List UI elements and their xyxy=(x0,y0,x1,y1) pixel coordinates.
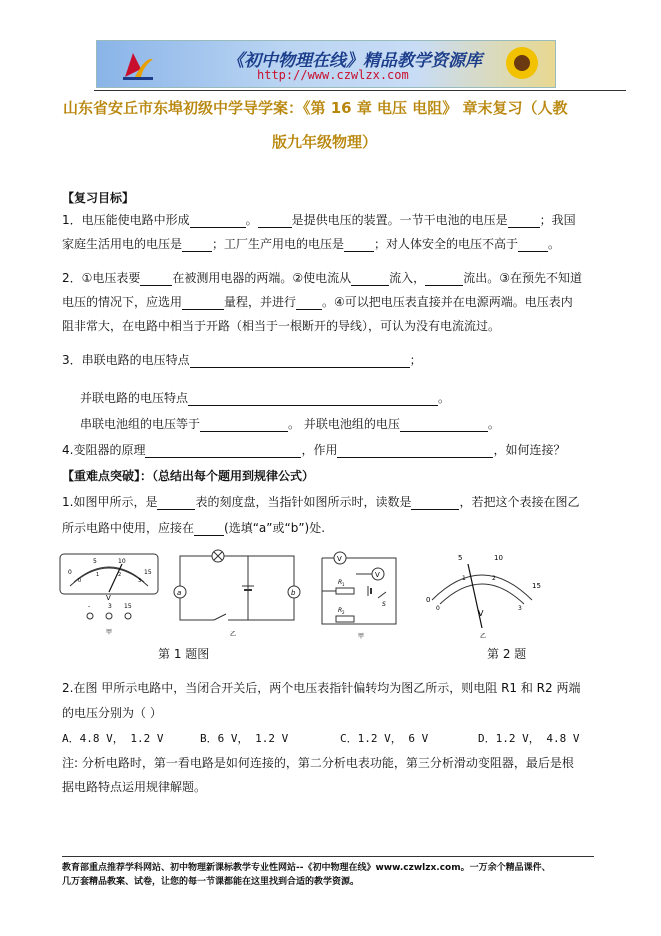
section-heading-key: 【重难点突破】：（总结出每个题用到规律公式） xyxy=(62,469,315,483)
svg-text:5: 5 xyxy=(93,558,97,565)
section-heading-review: 【复习目标】 xyxy=(62,191,135,205)
svg-text:-: - xyxy=(88,603,91,610)
page-title-line2: 版九年级物理） xyxy=(272,133,378,151)
svg-text:乙: 乙 xyxy=(230,631,237,638)
svg-text:a: a xyxy=(177,589,182,597)
svg-text:1: 1 xyxy=(96,572,100,578)
svg-text:2: 2 xyxy=(492,575,496,582)
answer-blank[interactable] xyxy=(351,273,389,286)
figure-2-meter xyxy=(418,548,546,640)
logo-icon xyxy=(121,47,155,81)
svg-text:2: 2 xyxy=(342,610,345,615)
problem-1-line2: 所示电路中使用，应接在 (选填“a”或“b”)处. xyxy=(62,521,326,535)
answer-blank[interactable] xyxy=(200,419,288,432)
question-3-line2: 并联电路的电压特点 。 xyxy=(80,391,451,405)
answer-blank[interactable] xyxy=(194,523,224,536)
svg-text:15: 15 xyxy=(124,603,132,610)
svg-text:0: 0 xyxy=(436,605,440,612)
problem-2-line2: 的电压分别为（ ） xyxy=(62,706,162,720)
question-3-line3: 串联电池组的电压等于 。 并联电池组的电压 。 xyxy=(80,417,500,431)
svg-text:0: 0 xyxy=(68,569,72,576)
svg-text:甲: 甲 xyxy=(358,633,365,640)
svg-text:1: 1 xyxy=(462,575,466,582)
figure-2-caption: 第 2 题 xyxy=(487,647,527,661)
svg-text:S: S xyxy=(382,601,386,608)
svg-text:乙: 乙 xyxy=(480,633,487,640)
answer-blank[interactable] xyxy=(411,497,459,510)
answer-blank[interactable] xyxy=(425,273,463,286)
footer-rule xyxy=(62,856,594,857)
svg-text:0: 0 xyxy=(426,596,431,604)
svg-text:V: V xyxy=(106,594,111,602)
question-2-line2: 电压的情况下，应选用 量程，并进行 。④可以把电压表直接并在电源两端。电压表内 xyxy=(62,295,573,309)
header-banner xyxy=(96,40,556,88)
problem-2-line1: 2.在图 甲所示电路中，当闭合开关后，两个电压表指针偏转均为图乙所示，则电阻 R1 和 R2 两端 xyxy=(62,681,581,695)
svg-text:3: 3 xyxy=(108,603,112,610)
note-line1: 注: 分析电路时，第一看电路是如何连接的，第二分析电表功能，第三分析滑动变阻器，最后是根 xyxy=(62,756,574,770)
answer-blank[interactable] xyxy=(182,239,212,252)
svg-text:1: 1 xyxy=(342,582,345,587)
sunflower-icon xyxy=(497,43,547,85)
note-line2: 据电路特点运用规律解题。 xyxy=(62,780,207,794)
svg-text:0: 0 xyxy=(78,578,82,584)
answer-blank[interactable] xyxy=(157,497,195,510)
svg-text:15: 15 xyxy=(532,582,541,590)
svg-text:甲: 甲 xyxy=(106,629,113,636)
answer-blank[interactable] xyxy=(145,445,301,458)
question-1-line2: 家庭生活用电的电压是 ；工厂生产用电的电压是 ；对人体安全的电压不高于 。 xyxy=(62,237,561,251)
figure-1-caption: 第 1 题图 xyxy=(158,647,210,661)
answer-blank[interactable] xyxy=(337,445,493,458)
banner-url[interactable]: http://www.czwlzx.com xyxy=(257,68,409,82)
option-d[interactable]: D．1.2 V， 4.8 V xyxy=(478,732,580,745)
figure-1-voltmeter xyxy=(58,552,162,638)
question-4: 4.变阻器的原理 ，作用 ，如何连接？ xyxy=(62,443,566,457)
figure-2-circuit xyxy=(316,546,412,642)
svg-text:2: 2 xyxy=(118,572,122,578)
svg-text:5: 5 xyxy=(458,554,463,562)
answer-blank[interactable] xyxy=(518,239,548,252)
question-1-line1: 1．电压能使电路中形成 。 是提供电压的装置。一节干电池的电压是 ；我国 xyxy=(62,213,576,227)
banner-title: 《初中物理在线》精品教学资源库 xyxy=(227,51,482,71)
svg-text:R: R xyxy=(338,607,343,614)
svg-text:b: b xyxy=(291,589,296,597)
question-3-line1: 3．串联电路的电压特点 ； xyxy=(62,353,422,367)
answer-blank[interactable] xyxy=(182,297,224,310)
option-a[interactable]: A．4.8 V， 1.2 V xyxy=(62,732,164,745)
svg-text:R: R xyxy=(338,579,343,586)
answer-blank[interactable] xyxy=(344,239,374,252)
answer-blank[interactable] xyxy=(400,419,488,432)
page-title-line1: 山东省安丘市东埠初级中学导学案：《第 16 章 电压 电阻》 章末复习（人教 xyxy=(63,99,568,117)
answer-blank[interactable] xyxy=(190,215,246,228)
option-c[interactable]: C．1.2 V， 6 V xyxy=(340,732,429,745)
footer-line1: 教育部重点推荐学科网站、初中物理新课标教学专业性网站--《初中物理在线》www.czwlzx.com。一万余个精品课件、 xyxy=(62,863,551,873)
svg-text:V: V xyxy=(478,609,484,618)
answer-blank[interactable] xyxy=(190,355,410,368)
answer-blank[interactable] xyxy=(188,393,438,406)
svg-text:10: 10 xyxy=(118,558,126,565)
answer-blank[interactable] xyxy=(258,215,292,228)
question-2-line1: 2．①电压表要 在被测用电器的两端。②使电流从 流入， 流出。③在预先不知道 xyxy=(62,271,582,285)
footer-line2: 几万套精品教案、试卷，让您的每一节课都能在这里找到合适的教学资源。 xyxy=(62,877,360,887)
svg-text:V: V xyxy=(375,571,380,579)
problem-1-line1: 1.如图甲所示，是 表的刻度盘，当指针如图所示时，读数是 ，若把这个表接在图乙 xyxy=(62,495,580,509)
figure-1-circuit xyxy=(170,548,304,640)
svg-text:3: 3 xyxy=(518,605,522,612)
svg-text:10: 10 xyxy=(494,554,503,562)
svg-text:15: 15 xyxy=(144,569,152,576)
svg-text:3: 3 xyxy=(138,578,142,584)
answer-blank[interactable] xyxy=(296,297,322,310)
question-2-line3: 阻非常大，在电路中相当于开路（相当于一根断开的导线），可认为没有电流流过。 xyxy=(62,319,501,333)
svg-text:V: V xyxy=(337,555,342,563)
answer-blank[interactable] xyxy=(140,273,172,286)
answer-blank[interactable] xyxy=(508,215,540,228)
option-b[interactable]: B．6 V， 1.2 V xyxy=(200,732,289,745)
header-rule xyxy=(94,90,626,91)
